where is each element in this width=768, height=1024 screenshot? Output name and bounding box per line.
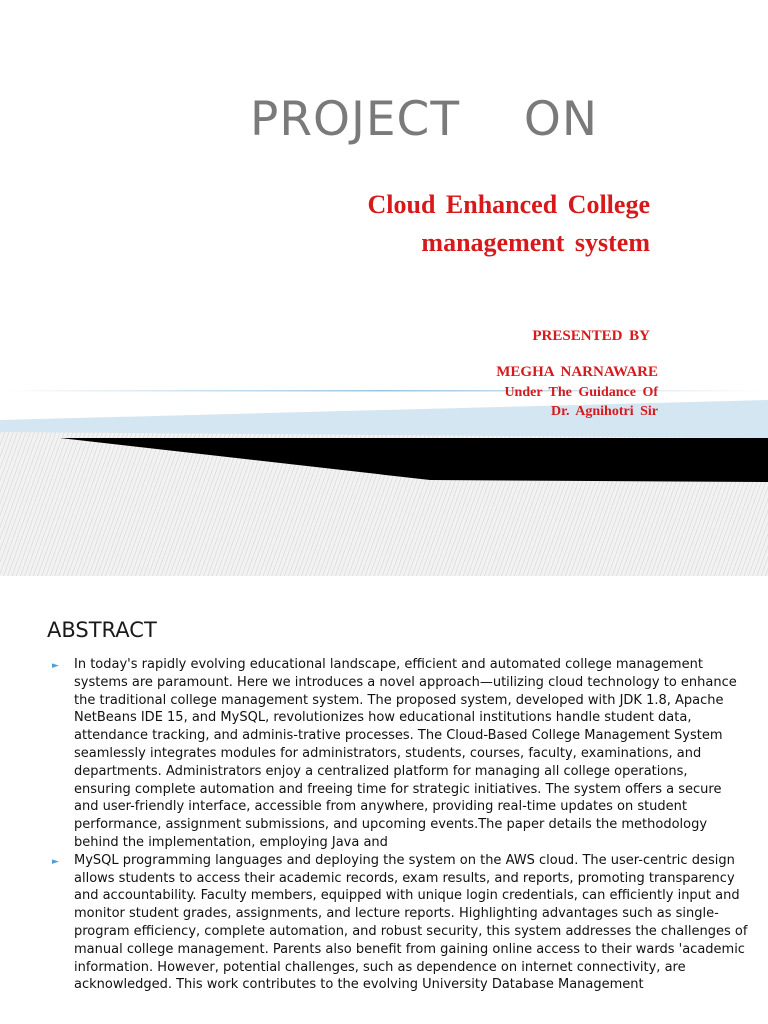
abstract-heading: ABSTRACT [47, 618, 157, 642]
guidance-label: Under The Guidance Of [504, 385, 658, 400]
subtitle-line-2: management system [421, 228, 650, 257]
abstract-paragraph-1: In today's rapidly evolving educational landscape, efficient and automated college management systems are paramount. Here we introduces a novel approach—utilizing cloud technology to enhance the traditional college management system. The proposed system, developed with JDK 1.8, Apache NetBeans IDE 15, and MySQL, revolutionizes how educational institutions handle student data, attendance tracking, and adminis-trative processes. The Cloud-Based College Management System seamlessly integrates modules for administrators, students, courses, faculty, examinations, and departments. Administrators enjoy a centralized platform for managing all college operations, ensuring complete automation and freeing time for strategic initiatives. The system offers a secure and user-friendly interface, accessible from anywhere, providing real-time updates on student performance, assignment submissions, and upcoming events.The paper details the methodology behind the implementation, employing Java and [74, 657, 737, 850]
abstract-list [48, 656, 748, 994]
author-name: MEGHA NARNAWARE [496, 364, 658, 380]
guide-name: Dr. Agnihotri Sir [551, 404, 658, 419]
author-block [496, 362, 658, 421]
abstract-paragraph-2: MySQL programming languages and deploying the system on the AWS cloud. The user-centric design allows students to access their academic records, exam results, and reports, promoting transparency and accountability. Faculty members, equipped with unique login credentials, can efficiently input and monitor student grades, assignments, and lecture reports. Highlighting advantages such as single-program efficiency, complete automation, and robust security, this system addresses the challenges of manual college management. Parents also benefit from gaining online access to their wards 'academic information. However, potential challenges, such as dependence on internet connectivity, are acknowledged. This work contributes to the evolving University Database Management [74, 852, 748, 993]
presented-by-label: PRESENTED BY [532, 328, 650, 344]
triangle-bullet-icon: ► [52, 661, 59, 671]
list-item [48, 656, 748, 852]
list-item [48, 852, 748, 994]
triangle-bullet-icon: ► [52, 856, 59, 867]
page-title: PROJECT ON [250, 92, 598, 147]
slide-gap [0, 576, 768, 597]
project-subtitle [150, 186, 650, 262]
subtitle-line-1: Cloud Enhanced College [367, 190, 650, 219]
